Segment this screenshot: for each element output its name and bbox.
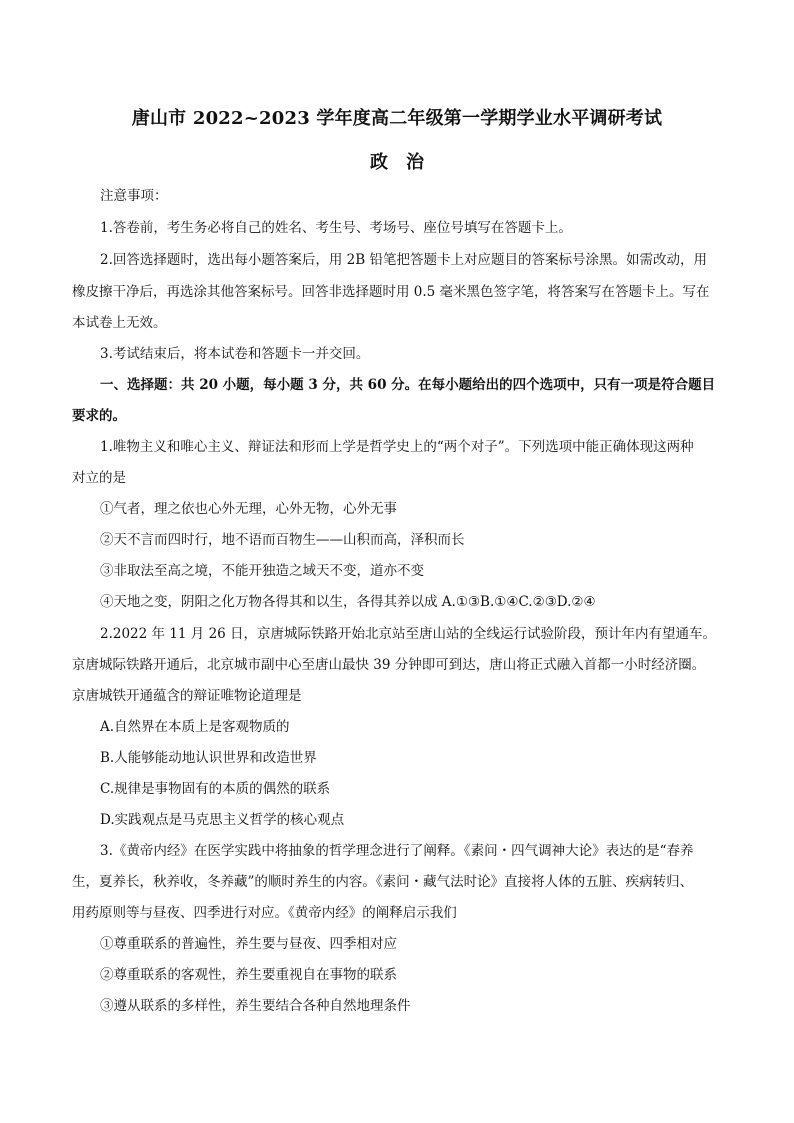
exam-title: 唐山市 2022~2023 学年度高二年级第一学期学业水平调研考试 (131, 108, 663, 129)
q3-option-1: ①尊重联系的普遍性，养生要与昼夜、四季相对应 (100, 936, 397, 952)
notice-item-1: 1.答卷前，考生务必将自己的姓名、考生号、考场号、座位号填写在答题卡上。 (100, 220, 572, 236)
q3-stem-line-3: 用药原则等与昼夜、四季进行对应。《黄帝内经》的阐释启示我们 (72, 905, 457, 921)
q2-stem-line-2: 京唐城际铁路开通后，北京城市副中心至唐山最快 39 分钟即可到达，唐山将正式融入首都一小时经济圈。 (72, 657, 706, 673)
q1-option-1: ①气者，理之依也心外无理，心外无物，心外无事 (100, 501, 397, 517)
section-1-heading-line-2: 要求的。 (72, 408, 126, 424)
q3-stem-line-1: 3.《黄帝内经》在医学实践中将抽象的哲学理念进行了阐释。《素问・四气调神大论》表达的是“春养 (100, 843, 694, 859)
q1-stem-line-1: 1.唯物主义和唯心主义、辩证法和形而上学是哲学史上的“两个对子”。下列选项中能正确体现这两种 (100, 439, 694, 455)
q3-option-2: ②尊重联系的客观性，养生要重视自在事物的联系 (100, 967, 397, 983)
notice-item-2-line-2: 橡皮擦干净后，再选涂其他答案标号。回答非选择题时用 0.5 毫米黑色签字笔，将答案写在答题卡上。写在 (72, 284, 710, 300)
notice-item-2-line-1: 2.回答选择题时，选出每小题答案后，用 2B 铅笔把答题卡上对应题目的答案标号涂黑。如需改动，用 (100, 252, 707, 268)
q1-option-4-and-answers: ④天地之变，阴阳之化万物各得其和以生，各得其养以成 A.①③B.①④C.②③D.②④ (100, 594, 596, 610)
notice-heading: 注意事项： (100, 188, 168, 204)
section-1-heading-line-1: 一、选择题：共 20 小题，每小题 3 分，共 60 分。在每小题给出的四个选项中，只有一项是符合题目 (100, 377, 716, 393)
q3-option-3: ③遵从联系的多样性，养生要结合各种自然地理条件 (100, 998, 411, 1014)
q2-option-b: B.人能够能动地认识世界和改造世界 (100, 750, 317, 766)
q1-option-2: ②天不言而四时行，地不语而百物生——山积而高，泽积而长 (100, 532, 465, 548)
notice-item-2-line-3: 本试卷上无效。 (72, 315, 167, 331)
q2-option-a: A.自然界在本质上是客观物质的 (100, 719, 290, 735)
q2-option-c: C.规律是事物固有的本质的偶然的联系 (100, 781, 331, 797)
q1-option-3: ③非取法至高之境，不能开独造之域天不变，道亦不变 (100, 563, 424, 579)
q3-stem-line-2: 生，夏养长，秋养收，冬养藏”的顺时养生的内容。《素问・藏气法时论》直接将人体的五脏、疾病转归、 (72, 874, 694, 890)
q2-stem-line-3: 京唐城铁开通蕴含的辩证唯物论道理是 (72, 688, 302, 704)
subject-title: 政 治 (370, 152, 424, 173)
q2-option-d: D.实践观点是马克思主义哲学的核心观点 (100, 812, 345, 828)
notice-item-3: 3.考试结束后，将本试卷和答题卡一并交回。 (100, 346, 370, 362)
q1-stem-line-2: 对立的是 (72, 470, 126, 486)
q2-stem-line-1: 2.2022 年 11 月 26 日，京唐城际铁路开始北京站至唐山站的全线运行试验阶段，预计年内有望通车。 (100, 626, 717, 642)
